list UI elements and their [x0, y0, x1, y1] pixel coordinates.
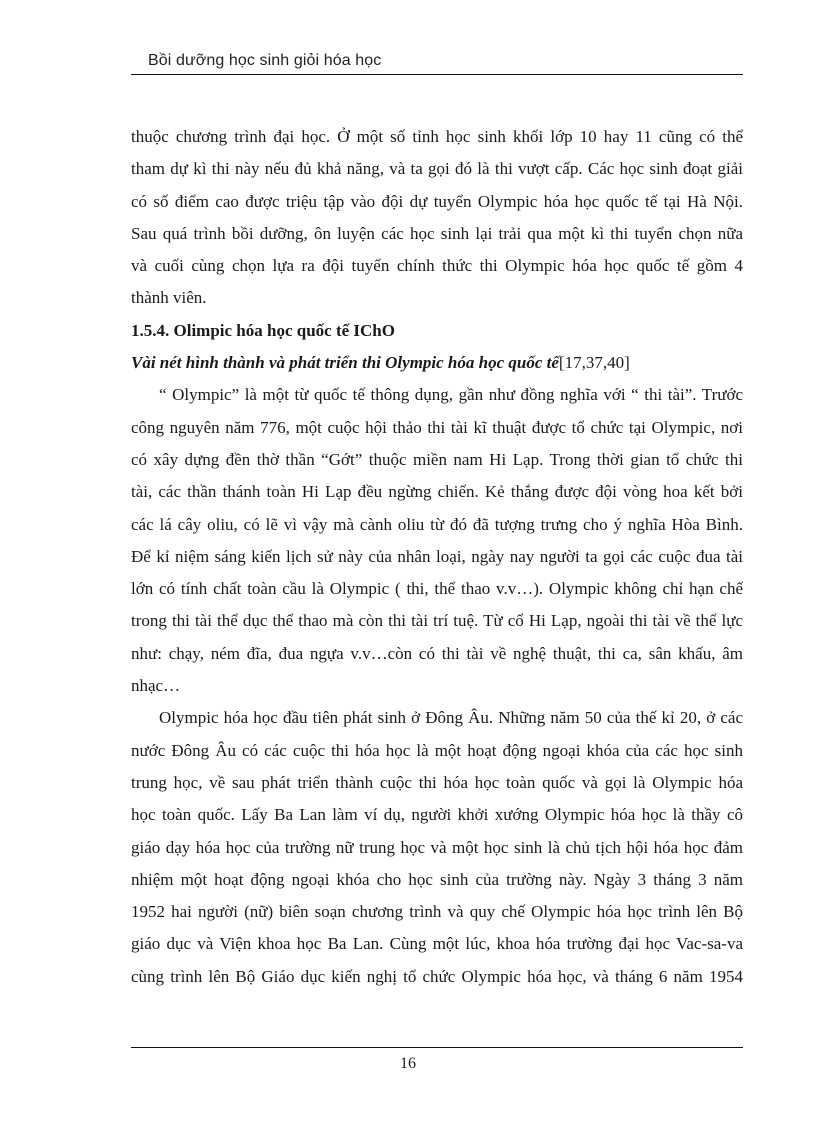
paragraph-2-line: có xây dựng đền thờ thần “Gớt” thuộc miền nam Hi Lạp. Trong thời gian tổ chức thi [131, 449, 743, 469]
paragraph-1 [131, 121, 743, 315]
paragraph-2-line: tài, các thần thánh toàn Hi Lạp đều ngừng chiến. Kẻ thắng được đội vòng hoa kết bởi [131, 482, 743, 502]
paragraph-3 [131, 702, 743, 993]
paragraph-1-line: và cuối cùng chọn lựa ra đội tuyển chính thức thi Olympic hóa học quốc tế gồm 4 [131, 256, 743, 276]
paragraph-3-line: trung học, về sau phát triển thành cuộc thi hóa học toàn quốc và gọi là Olympic hóa [131, 772, 743, 792]
paragraph-3-line: nước Đông Âu có các cuộc thi hóa học là một hoạt động ngoại khóa của các học sinh [131, 740, 743, 760]
page-body [131, 121, 743, 993]
paragraph-1-line: Sau quá trình bồi dưỡng, ôn luyện các học sinh lại trải qua một kì thi tuyển chọn nữa [131, 223, 743, 243]
paragraph-2-line: “ Olympic” là một từ quốc tế thông dụng, gần như đồng nghĩa với “ thi tài”. Trước [159, 385, 743, 405]
paragraph-1-line: có số điểm cao được triệu tập vào đội dự tuyển Olympic hóa học quốc tế tại Hà Nội. [131, 191, 743, 211]
footer-rule [131, 1047, 743, 1048]
paragraph-3-line: 1952 hai người (nữ) biên soạn chương trình và quy chế Olympic hóa học trình lên Bộ [131, 902, 743, 922]
running-header-title: Bồi dưỡng học sinh giỏi hóa học [148, 52, 382, 69]
paragraph-1-line: thuộc chương trình đại học. Ở một số tỉnh học sinh khối lớp 10 hay 11 cũng có thể [131, 127, 743, 146]
paragraph-1-line: tham dự kì thi này nếu đủ khả năng, và ta gọi đó là thi vượt cấp. Các học sinh đoạt giải [131, 159, 743, 179]
paragraph-3-line: cùng trình lên Bộ Giáo dục kiến nghị tổ chức Olympic hóa học, và tháng 6 năm 1954 [131, 966, 743, 986]
paragraph-2-line: lớn có tính chất toàn cầu là Olympic ( thi, thể thao v.v…). Olympic không chỉ hạn chế [131, 579, 743, 599]
paragraph-2-line: công nguyên năm 776, một cuộc hội thảo thi tài kĩ thuật được tổ chức tại Olympic, nơi [131, 417, 743, 437]
paragraph-3-line: giáo dạy hóa học của trường nữ trung học và một học sinh là chủ tịch hội hóa học đảm [131, 837, 743, 857]
section-subheading [131, 347, 743, 379]
paragraph-3-line: Olympic hóa học đầu tiên phát sinh ở Đông Âu. Những năm 50 của thế kỉ 20, ở các [159, 708, 743, 728]
subheading-references: [17,37,40] [558, 353, 630, 373]
paragraph-3-line: nhiệm một hoạt động ngoại khóa cho học sinh của trường này. Ngày 3 tháng 3 năm [131, 869, 743, 889]
paragraph-2-line: như: chạy, ném đĩa, đua ngựa v.v…còn có thi tài về nghệ thuật, thi ca, sân khấu, âm [131, 643, 743, 663]
header-rule [131, 74, 743, 75]
paragraph-3-line: học toàn quốc. Lấy Ba Lan làm ví dụ, người khởi xướng Olympic hóa học là thầy cô [131, 805, 743, 825]
paragraph-2-line: trong thi tài thể dục thể thao mà còn thi tài trí tuệ. Từ cổ Hi Lạp, ngoài thi tài về thể lực [131, 611, 743, 631]
page-number: 16 [400, 1055, 416, 1072]
paragraph-1-line: thành viên. [131, 288, 207, 308]
paragraph-2 [131, 379, 743, 702]
paragraph-2-line: nhạc… [131, 676, 181, 696]
section-heading: 1.5.4. Olimpic hóa học quốc tế IChO [131, 320, 395, 340]
paragraph-2-line: Để kỉ niệm sáng kiến lịch sử này của nhân loại, ngày nay người ta gọi các cuộc đua tài [131, 546, 743, 566]
paragraph-2-line: các lá cây oliu, có lẽ vì vậy mà cành oliu từ đó đã tượng trưng cho ý nghĩa Hòa Bình. [131, 514, 743, 534]
subheading-text: Vài nét hình thành và phát triển thi Olympic hóa học quốc tế [131, 353, 559, 373]
paragraph-3-line: giáo dục và Viện khoa học Ba Lan. Cùng một lúc, khoa hóa trường đại học Vac-sa-va [131, 934, 743, 954]
